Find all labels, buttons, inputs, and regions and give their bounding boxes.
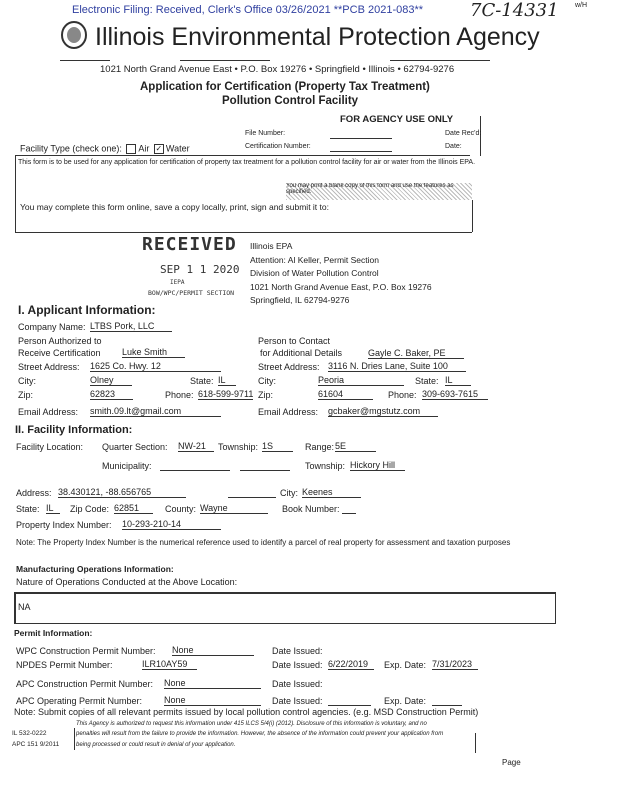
submit-instructions: You may complete this form online, save a copy locally, print, sign and submit it to: [20, 202, 329, 212]
nature-label: Nature of Operations Conducted at the Above Location: [16, 577, 238, 587]
auth-label-2: Receive Certification [18, 348, 101, 358]
contact-phone-field[interactable]: 309-693-7615 [422, 390, 488, 400]
range-field[interactable]: 5E [335, 442, 376, 452]
greyed-note: You may print a blank copy of this form and use the features as specified. [286, 183, 472, 200]
state-label: State: [190, 376, 214, 386]
apc-operating-label: APC Operating Permit Number: [16, 696, 143, 706]
contact-city-field[interactable]: Peoria [318, 376, 404, 386]
npdes-exp-field[interactable]: 7/31/2023 [432, 660, 478, 670]
auth-person-field[interactable]: Luke Smith [122, 348, 185, 358]
phone-field[interactable]: 618-599-9711 [198, 389, 254, 399]
zip-field[interactable]: 62823 [90, 390, 133, 400]
received-date: SEP 1 1 2020 [160, 263, 240, 276]
agency-use-heading: FOR AGENCY USE ONLY [340, 114, 454, 125]
filing-stamp: Electronic Filing: Received, Clerk's Office 03/26/2021 **PCB 2021-083** [72, 4, 424, 16]
book-number-field[interactable] [342, 504, 356, 514]
range-label: Range: [305, 442, 335, 452]
handwritten-number: 7C-14331 [470, 0, 559, 21]
contact-email-label: Email Address: [258, 407, 319, 417]
location-label: Facility Location: [16, 442, 84, 452]
book-number-label: Book Number: [282, 504, 340, 514]
municipality-label: Municipality: [102, 461, 152, 471]
npdes-date-label: Date Issued: [272, 660, 323, 670]
apc-construction-field[interactable]: None [164, 679, 261, 689]
water-checkbox[interactable]: ✓ [155, 144, 163, 153]
water-label: Water [165, 143, 190, 154]
page-label: Page [502, 758, 521, 767]
form-subtitle: Pollution Control Facility [222, 95, 359, 107]
auth-label-1: Person Authorized to [18, 336, 102, 346]
facility-state-field[interactable]: IL [46, 504, 60, 514]
facility-type-text: Facility Type (check one): [20, 143, 122, 154]
facility-city-label: City: [280, 488, 298, 498]
air-label: Air [138, 143, 150, 154]
email-label: Email Address: [18, 407, 79, 417]
mail-line: 1021 North Grand Avenue East, P.O. Box 19276 [250, 281, 432, 292]
township-name-field[interactable]: Hickory Hill [350, 461, 405, 471]
received-org: IEPA [170, 279, 185, 286]
county-label: County: [165, 504, 197, 514]
wpc-field[interactable]: None [172, 646, 254, 656]
mail-line: Division of Water Pollution Control [250, 268, 379, 278]
contact-phone-label: Phone: [388, 390, 417, 400]
npdes-label: NPDES Permit Number: [16, 660, 113, 670]
nature-value: NA [18, 602, 31, 612]
agency-address: 1021 North Grand Avenue East • P.O. Box 19276 • Springfield • Illinois • 62794-9276 [100, 64, 455, 75]
contact-email-field[interactable]: gcbaker@mgstutz.com [328, 407, 438, 417]
zip-label: Zip: [18, 390, 34, 400]
form-title: Application for Certification (Property Tax Treatment) [140, 81, 430, 93]
email-field[interactable]: smith.09.lt@gmail.com [90, 407, 221, 417]
facility-zip-field[interactable]: 62851 [114, 504, 153, 514]
pin-label: Property Index Number: [16, 520, 112, 530]
contact-zip-label: Zip: [258, 390, 274, 400]
apco-exp-label: Exp. Date: [384, 696, 427, 706]
city-label: City: [18, 376, 36, 386]
date-label: Date: [445, 143, 462, 150]
township-field[interactable]: 1S [262, 442, 293, 452]
county-field[interactable]: Wayne [200, 504, 268, 514]
quarter-label: Quarter Section: [102, 442, 168, 452]
handwritten-initials: w/H [575, 2, 588, 9]
permit-note: Note: Submit copies of all relevant permits issued by local pollution control agencies. (e.g. MSD Construction Permit) [14, 707, 479, 717]
contact-label-2: for Additional Details [260, 348, 343, 358]
facility-type-label [20, 144, 190, 154]
municipality-field[interactable] [160, 461, 230, 471]
address-label: Address: [16, 488, 52, 498]
phone-label: Phone: [165, 390, 194, 400]
contact-street-field[interactable]: 3116 N. Dries Lane, Suite 100 [328, 362, 466, 372]
manufacturing-heading: Manufacturing Operations Information: [16, 564, 174, 574]
form-revision: APC 151 9/2011 [12, 741, 60, 748]
facility-city-field[interactable]: Keenes [302, 488, 361, 498]
air-checkbox[interactable] [126, 144, 136, 154]
facility-heading: II. Facility Information: [15, 424, 133, 436]
apc-construction-label: APC Construction Permit Number: [16, 679, 154, 689]
received-stamp: RECEIVED [142, 234, 237, 255]
npdes-exp-label: Exp. Date: [384, 660, 427, 670]
apco-date-label: Date Issued: [272, 696, 323, 706]
contact-state-field[interactable]: IL [445, 376, 471, 386]
npdes-date-field[interactable]: 6/22/2019 [328, 660, 374, 670]
certification-number-label: Certification Number: [245, 143, 311, 150]
contact-state-label: State: [415, 376, 439, 386]
township-label: Township: [218, 442, 259, 452]
pin-field[interactable]: 10-293-210-14 [122, 520, 221, 530]
company-field[interactable]: LTBS Pork, LLC [90, 322, 172, 332]
permit-heading: Permit Information: [14, 628, 93, 638]
mail-line: Attention: Al Keller, Permit Section [250, 254, 379, 265]
state-field[interactable]: IL [218, 376, 236, 386]
form-id: IL 532-0222 [12, 730, 47, 737]
mail-to-address [250, 240, 432, 308]
apcc-date-label: Date Issued: [272, 679, 323, 689]
nature-field[interactable] [14, 592, 556, 624]
disclaimer-line: penalties will result from the failure to provide the information. However, the absence of the information could prevent your application from [76, 731, 444, 737]
facility-zip-label: Zip Code: [70, 504, 110, 514]
address-field[interactable]: 38.430121, -88.656765 [58, 488, 186, 498]
contact-zip-field[interactable]: 61604 [318, 390, 373, 400]
company-label: Company Name: [18, 322, 86, 332]
mail-line: Springfield, IL 62794-9276 [250, 295, 350, 305]
disclaimer-line: being processed or could result in denial of your application. [76, 742, 236, 748]
npdes-field[interactable]: ILR10AY59 [142, 660, 197, 670]
pin-note: Note: The Property Index Number is the numerical reference used to identify a parcel of real property for assessment and taxation purposes [16, 538, 511, 547]
date-recd-label: Date Rec'd: [445, 130, 482, 137]
applicant-heading: I. Applicant Information: [18, 303, 156, 317]
form-purpose-text: This form is to be used for any application for certification of property tax treatment for a pollution control facility for air or water from the Illinois EPA. [18, 159, 476, 166]
wpc-label: WPC Construction Permit Number: [16, 646, 156, 656]
street-label: Street Address: [18, 362, 80, 372]
disclaimer-line: This Agency is authorized to request this information under 415 ILCS 5/4(i) (2012). Disclosure of this information is voluntary, and no [76, 721, 427, 727]
wpc-date-label: Date Issued: [272, 646, 323, 656]
state-seal-icon [60, 20, 88, 50]
contact-person-field[interactable]: Gayle C. Baker, PE [368, 349, 464, 359]
received-section: BOW/WPC/PERMIT SECTION [148, 289, 235, 297]
township-name-label: Township: [305, 461, 346, 471]
file-number-label: File Number: [245, 130, 286, 137]
street-field[interactable]: 1625 Co. Hwy. 12 [90, 362, 221, 372]
facility-state-label: State: [16, 504, 40, 514]
contact-street-label: Street Address: [258, 362, 320, 372]
contact-label-1: Person to Contact [258, 336, 331, 346]
contact-city-label: City: [258, 376, 276, 386]
quarter-field[interactable]: NW-21 [178, 442, 214, 452]
agency-title: Illinois Environmental Protection Agency [95, 23, 540, 51]
mail-line: Illinois EPA [250, 241, 293, 251]
city-field[interactable]: Olney [90, 376, 132, 386]
apc-operating-field[interactable]: None [164, 696, 261, 706]
